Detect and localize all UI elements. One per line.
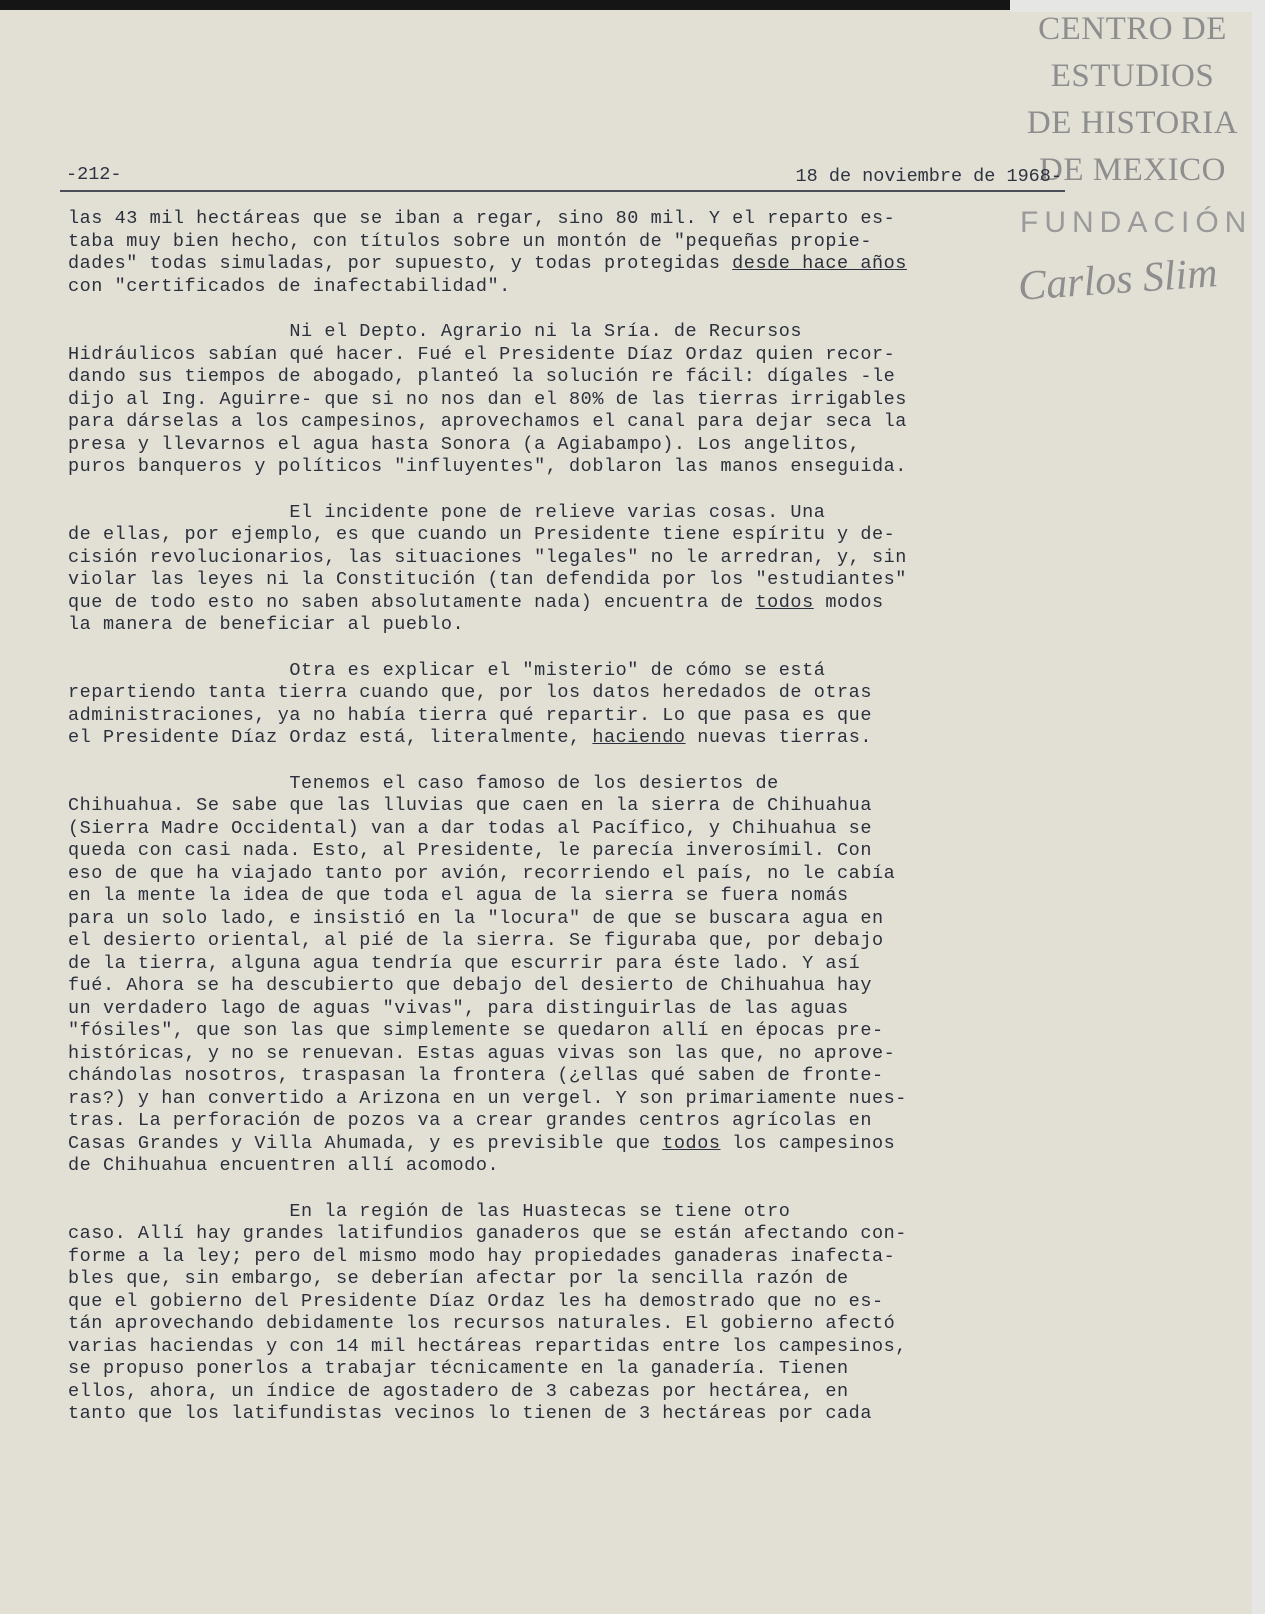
watermark-line: CENTRO DE (1038, 11, 1227, 47)
text-line: Hidráulicos sabían qué hacer. Fué el Presidente Díaz Ordaz quien recor- (68, 343, 896, 365)
text-line: de la tierra, alguna agua tendría que escurrir para éste lado. Y así (68, 952, 861, 974)
text-line: Chihuahua. Se sabe que las lluvias que caen en la sierra de Chihuahua (68, 795, 872, 816)
text-line: varias haciendas y con 14 mil hectáreas repartidas entre los campesinos, (68, 1335, 907, 1357)
text-line: de Chihuahua encuentren allí acomodo. (68, 1155, 500, 1176)
document-body (68, 208, 1078, 1449)
watermark-line: ESTUDIOS (1050, 58, 1215, 94)
watermark-line: DE MEXICO (1039, 152, 1226, 188)
underlined-phrase: haciendo (592, 727, 686, 748)
text-line: un verdadero lago de aguas "vivas", para distinguirlas de las aguas (68, 997, 849, 1019)
paragraph (68, 502, 1078, 637)
underlined-phrase: todos (662, 1132, 721, 1154)
text-line: queda con casi nada. Esto, al Presidente, le parecía inverosímil. Con (68, 840, 872, 861)
text-line: "fósiles", que son las que simplemente se quedaron allí en épocas pre- (68, 1020, 884, 1041)
text-line: que de todo esto no saben absolutamente nada) encuentra de todos modos (68, 591, 884, 613)
header-date: 18 de noviembre de 1968- (795, 166, 1062, 187)
text-line: se propuso ponerlos a trabajar técnicamente en la ganadería. Tienen (68, 1358, 849, 1379)
text-line: Ni el Depto. Agrario ni la Sría. de Recursos (68, 321, 803, 342)
text-line: Casas Grandes y Villa Ahumada, y es previsible que todos los campesinos (68, 1132, 896, 1154)
text-line: dando sus tiempos de abogado, planteó la solución re fácil: dígales -le (68, 366, 896, 387)
text-line: violar las leyes ni la Constitución (tan defendida por los "estudiantes" (68, 569, 907, 590)
text-line: En la región de las Huastecas se tiene otro (68, 1200, 791, 1222)
text-line: eso de que ha viajado tanto por avión, recorriendo el país, no le cabía (68, 862, 896, 884)
paragraph (68, 1201, 1078, 1426)
header-rule (60, 190, 1065, 192)
text-line: con "certificados de inafectabilidad". (68, 275, 511, 297)
text-line: fué. Ahora se ha descubierto que debajo del desierto de Chihuahua hay (68, 975, 872, 996)
text-line: repartiendo tanta tierra cuando que, por los datos heredados de otras (68, 682, 872, 703)
paragraph (68, 208, 1078, 298)
text-line: presa y llevarnos el agua hasta Sonora (a Agiabampo). Los angelitos, (68, 433, 861, 455)
text-line: El incidente pone de relieve varias cosas. Una (68, 501, 826, 523)
text-line: puros banqueros y políticos "influyentes", doblaron las manos enseguida. (68, 456, 907, 477)
text-line: en la mente la idea de que toda el agua de la sierra se fuera nomás (68, 885, 849, 906)
text-line: para dárselas a los campesinos, aprovechamos el canal para dejar seca la (68, 411, 907, 432)
text-line: el desierto oriental, al pié de la sierra. Se figuraba que, por debajo (68, 930, 884, 951)
text-line: caso. Allí hay grandes latifundios ganaderos que se están afectando con- (68, 1223, 907, 1244)
text-line: taba muy bien hecho, con títulos sobre un montón de "pequeñas propie- (68, 230, 872, 252)
text-line: bles que, sin embargo, se deberían afectar por la sencilla razón de (68, 1268, 849, 1289)
text-line: Otra es explicar el "misterio" de cómo se está (68, 659, 826, 681)
underlined-phrase: todos (755, 591, 814, 613)
paragraph (68, 773, 1078, 1178)
paragraph (68, 660, 1078, 750)
paragraph (68, 321, 1078, 479)
text-line: la manera de beneficiar al pueblo. (68, 614, 465, 635)
page-number: -212- (66, 164, 122, 185)
text-line: que el gobierno del Presidente Díaz Ordaz les ha demostrado que no es- (68, 1290, 884, 1312)
signature-watermark: Carlos Slim (1016, 250, 1219, 310)
text-line: ras?) y han convertido a Arizona en un vergel. Y son primariamente nues- (68, 1087, 907, 1109)
foundation-watermark: FUNDACIÓN (1020, 206, 1253, 239)
text-line: dades" todas simuladas, por supuesto, y todas protegidas desde hace años (68, 253, 907, 274)
text-line: chándolas nosotros, traspasan la frontera (¿ellas qué saben de fronte- (68, 1065, 884, 1086)
text-line: tras. La perforación de pozos va a crear grandes centros agrícolas en (68, 1110, 872, 1131)
watermark-line: DE HISTORIA (1026, 105, 1239, 141)
underlined-phrase: desde hace años (732, 253, 907, 274)
text-line: tán aprovechando debidamente los recursos naturales. El gobierno afectó (68, 1313, 896, 1334)
text-line: ellos, ahora, un índice de agostadero de 3 cabezas por hectárea, en (68, 1380, 849, 1402)
text-line: las 43 mil hectáreas que se iban a regar, sino 80 mil. Y el reparto es- (68, 208, 896, 229)
text-line: de ellas, por ejemplo, es que cuando un Presidente tiene espíritu y de- (68, 524, 896, 545)
text-line: tanto que los latifundistas vecinos lo tienen de 3 hectáreas por cada (68, 1403, 872, 1424)
text-line: históricas, y no se renuevan. Estas aguas vivas son las que, no aprove- (68, 1042, 896, 1064)
text-line: el Presidente Díaz Ordaz está, literalmente, haciendo nuevas tierras. (68, 727, 872, 748)
text-line: para un solo lado, e insistió en la "locura" de que se buscara agua en (68, 907, 884, 929)
text-line: administraciones, ya no había tierra qué repartir. Lo que pasa es que (68, 704, 872, 726)
text-line: (Sierra Madre Occidental) van a dar todas al Pacífico, y Chihuahua se (68, 817, 872, 839)
text-line: Tenemos el caso famoso de los desiertos de (68, 772, 779, 794)
text-line: dijo al Ing. Aguirre- que si no nos dan el 80% de las tierras irrigables (68, 388, 907, 410)
text-line: forme a la ley; pero del mismo modo hay propiedades ganaderas inafecta- (68, 1245, 896, 1267)
text-line: cisión revolucionarios, las situaciones "legales" no le arredran, y, sin (68, 546, 907, 568)
scan-edge (1252, 0, 1265, 1614)
